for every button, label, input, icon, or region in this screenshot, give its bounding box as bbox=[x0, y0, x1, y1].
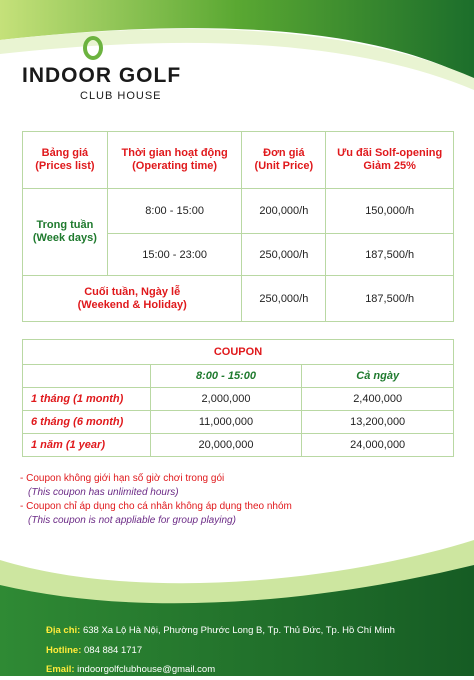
address-text: 638 Xa Lộ Hà Nội, Phường Phước Long B, Tp. Thủ Đức, Tp. Hồ Chí Minh bbox=[82, 625, 395, 636]
discount-cell: 150,000/h bbox=[326, 189, 454, 234]
coupon-header-row bbox=[23, 365, 454, 388]
coupon-allday-cell: 24,000,000 bbox=[302, 434, 454, 457]
weekday-label: Trong tuần (Week days) bbox=[23, 189, 108, 276]
table-row bbox=[23, 388, 454, 411]
coupon-morning-cell: 11,000,000 bbox=[150, 411, 302, 434]
email-label: Email: bbox=[46, 664, 75, 675]
coupon-allday-cell: 13,200,000 bbox=[302, 411, 454, 434]
note-text: - Coupon chỉ áp dụng cho cá nhân không áp dụng theo nhóm bbox=[20, 501, 292, 512]
price-header-row bbox=[23, 132, 454, 189]
logo bbox=[20, 36, 190, 106]
coupon-title: COUPON bbox=[23, 340, 454, 365]
price-cell: 200,000/h bbox=[242, 189, 326, 234]
coupon-title-row bbox=[23, 340, 454, 365]
discount-cell: 187,500/h bbox=[326, 234, 454, 276]
price-cell: 250,000/h bbox=[242, 276, 326, 322]
hotline-label: Hotline: bbox=[46, 644, 82, 656]
footer-contact bbox=[46, 621, 466, 680]
logo-subtitle: CLUB HOUSE bbox=[80, 90, 162, 102]
hotline-line bbox=[46, 641, 466, 661]
weekend-label: Cuối tuần, Ngày lễ (Weekend & Holiday) bbox=[23, 276, 242, 322]
table-row bbox=[23, 276, 454, 322]
coupon-morning-cell: 2,000,000 bbox=[150, 388, 302, 411]
table-row bbox=[23, 411, 454, 434]
price-cell: 250,000/h bbox=[242, 234, 326, 276]
coupon-header-allday: Cả ngày bbox=[302, 365, 454, 388]
address-line bbox=[46, 621, 466, 641]
time-cell: 15:00 - 23:00 bbox=[107, 234, 242, 276]
time-cell: 8:00 - 15:00 bbox=[107, 189, 242, 234]
logo-title: INDOOR GOLF bbox=[22, 64, 182, 87]
coupon-header-morning: 8:00 - 15:00 bbox=[150, 365, 302, 388]
price-table bbox=[22, 131, 454, 322]
notes bbox=[20, 472, 460, 528]
note-translation: (This coupon is not appliable for group playing) bbox=[28, 515, 236, 526]
email-line bbox=[46, 660, 466, 680]
discount-cell: 187,500/h bbox=[326, 276, 454, 322]
header-operating-time: Thời gian hoạt động (Operating time) bbox=[107, 132, 242, 189]
coupon-row-label: 1 tháng (1 month) bbox=[23, 388, 151, 411]
coupon-row-label: 6 tháng (6 month) bbox=[23, 411, 151, 434]
email-address[interactable]: indoorgolfclubhouse@gmail.com bbox=[77, 664, 216, 675]
header-discount: Ưu đãi Solf-opening Giảm 25% bbox=[326, 132, 454, 189]
golf-ball-icon bbox=[83, 36, 103, 60]
table-row bbox=[23, 434, 454, 457]
coupon-row-label: 1 năm (1 year) bbox=[23, 434, 151, 457]
coupon-header-blank bbox=[23, 365, 151, 388]
table-row bbox=[23, 189, 454, 234]
header-prices-list: Bảng giá (Prices list) bbox=[23, 132, 108, 189]
coupon-allday-cell: 2,400,000 bbox=[302, 388, 454, 411]
hotline-number[interactable]: 084 884 1717 bbox=[84, 644, 143, 656]
coupon-morning-cell: 20,000,000 bbox=[150, 434, 302, 457]
note-text: - Coupon không giới hạn số giờ chơi trong gói bbox=[20, 473, 225, 484]
note-translation: (This coupon has unlimited hours) bbox=[28, 487, 179, 498]
address-label: Địa chỉ: bbox=[46, 625, 81, 636]
coupon-table bbox=[22, 339, 454, 457]
header-unit-price: Đơn giá (Unit Price) bbox=[242, 132, 326, 189]
